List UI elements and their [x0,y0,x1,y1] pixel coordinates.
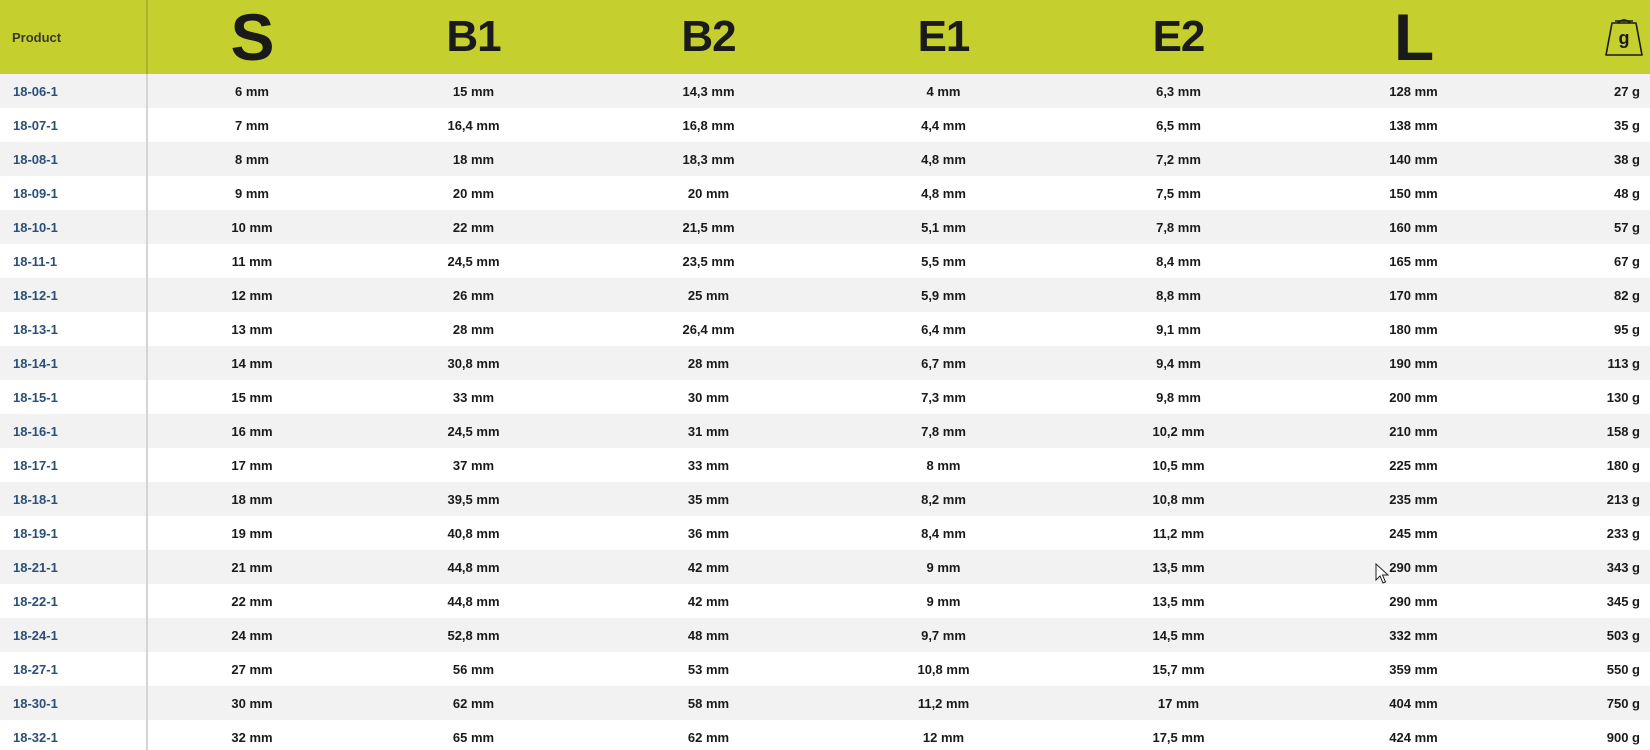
table-row[interactable] [0,278,1650,312]
cell-e2: 9,4 mm [1156,355,1201,371]
header-e2[interactable]: E2 [1152,12,1205,61]
cell-e2: 17 mm [1157,695,1200,711]
cell-b1: 44,8 mm [447,593,500,609]
cell-s: 11 mm [231,253,273,269]
cell-l: 150 mm [1389,185,1438,201]
cell-weight: 750 g [1606,695,1640,711]
cell-e2: 17,5 mm [1152,729,1205,745]
cell-b2: 18,3 mm [682,151,735,167]
cell-e1: 4,8 mm [921,185,966,201]
table-row[interactable] [0,584,1650,618]
cell-weight: 343 g [1606,559,1640,575]
cell-weight: 345 g [1606,593,1640,609]
cell-l: 180 mm [1389,321,1438,337]
cell-b2: 48 mm [687,627,730,643]
cell-s: 13 mm [231,321,273,337]
cell-e1: 4 mm [926,83,961,99]
cell-b2: 14,3 mm [682,83,735,99]
cell-e2: 15,7 mm [1152,661,1205,677]
cell-b2: 21,5 mm [682,219,735,235]
cell-b1: 24,5 mm [447,423,500,439]
cell-b2: 35 mm [687,491,730,507]
cell-b2: 62 mm [687,729,730,745]
cell-s: 18 mm [231,491,273,507]
cell-e1: 6,7 mm [921,355,966,371]
cell-s: 9 mm [235,185,269,201]
cell-s: 21 mm [231,559,273,575]
cell-e2: 7,8 mm [1156,219,1201,235]
table-row[interactable] [0,312,1650,346]
cell-e1: 10,8 mm [917,661,970,677]
cell-b1: 33 mm [452,389,495,405]
cell-b1: 28 mm [452,321,495,337]
weight-icon-label: g [1618,28,1630,48]
cell-b2: 58 mm [687,695,730,711]
table-row[interactable] [0,720,1650,750]
cell-product[interactable]: 18-17-1 [0,448,148,482]
cell-product[interactable]: 18-15-1 [0,380,148,414]
cell-b2: 16,8 mm [682,117,735,133]
cell-product[interactable]: 18-21-1 [0,550,148,584]
table-row[interactable] [0,686,1650,720]
cell-s: 14 mm [231,355,273,371]
cell-e2: 10,5 mm [1152,457,1205,473]
cell-weight: 48 g [1613,185,1640,201]
cell-weight: 503 g [1606,627,1640,643]
cell-weight: 57 g [1613,219,1640,235]
cell-b2: 25 mm [687,287,730,303]
cell-l: 332 mm [1389,627,1438,643]
table-row[interactable] [0,448,1650,482]
cell-l: 200 mm [1389,389,1438,405]
cell-weight: 35 g [1613,117,1640,133]
cell-e2: 9,8 mm [1156,389,1201,405]
cell-s: 7 mm [235,117,269,133]
cell-e1: 5,5 mm [921,253,966,269]
cell-weight: 67 g [1613,253,1640,269]
cell-e1: 11,2 mm [917,695,970,711]
cell-l: 245 mm [1389,525,1438,541]
cell-l: 190 mm [1389,355,1438,371]
table-row[interactable] [0,618,1650,652]
cell-product[interactable]: 18-27-1 [0,652,148,686]
header-product[interactable]: Product [0,0,148,74]
cell-s: 16 mm [231,423,273,439]
cell-e1: 5,1 mm [921,219,966,235]
cell-weight: 158 g [1606,423,1640,439]
cell-e2: 10,2 mm [1152,423,1205,439]
cell-e2: 6,5 mm [1156,117,1201,133]
header-l[interactable]: L [1393,0,1434,74]
cell-e2: 10,8 mm [1152,491,1205,507]
cell-e1: 6,4 mm [921,321,966,337]
cell-l: 225 mm [1389,457,1438,473]
cell-weight: 95 g [1613,321,1640,337]
cell-b2: 28 mm [687,355,730,371]
cell-b2: 30 mm [687,389,730,405]
table-row[interactable] [0,652,1650,686]
cell-l: 160 mm [1389,219,1438,235]
cell-l: 404 mm [1389,695,1438,711]
cell-product[interactable]: 18-16-1 [0,414,148,448]
cell-weight: 550 g [1606,661,1640,677]
cell-b2: 20 mm [687,185,730,201]
cell-b2: 23,5 mm [682,253,735,269]
table-row[interactable] [0,346,1650,380]
cell-e1: 9 mm [926,559,961,575]
cell-e2: 8,4 mm [1156,253,1201,269]
cell-b2: 33 mm [687,457,730,473]
cell-b2: 26,4 mm [682,321,735,337]
cell-e1: 8 mm [926,457,961,473]
table-row[interactable] [0,108,1650,142]
cell-b2: 31 mm [687,423,730,439]
cell-l: 359 mm [1389,661,1438,677]
cell-product[interactable]: 18-07-1 [0,108,148,142]
cell-b1: 15 mm [452,83,495,99]
cell-product[interactable]: 18-22-1 [0,584,148,618]
cell-product[interactable]: 18-08-1 [0,142,148,176]
cell-l: 290 mm [1389,559,1438,575]
cell-weight: 233 g [1606,525,1640,541]
table-row[interactable] [0,482,1650,516]
cell-l: 290 mm [1389,593,1438,609]
cell-product[interactable]: 18-06-1 [0,74,148,108]
table-body [0,74,1650,750]
cell-b2: 36 mm [687,525,730,541]
cell-e1: 5,9 mm [921,287,966,303]
cell-e2: 9,1 mm [1156,321,1201,337]
cell-l: 424 mm [1389,729,1438,745]
cell-e1: 12 mm [922,729,965,745]
cell-product[interactable]: 18-11-1 [0,244,148,278]
cell-l: 165 mm [1389,253,1438,269]
cell-b2: 42 mm [687,593,730,609]
table-row[interactable] [0,74,1650,108]
cell-weight: 113 g [1607,355,1640,371]
table-row[interactable] [0,550,1650,584]
cell-b1: 44,8 mm [447,559,500,575]
cell-s: 19 mm [231,525,273,541]
cell-e2: 7,5 mm [1156,185,1201,201]
cell-b2: 53 mm [687,661,730,677]
cell-product[interactable]: 18-32-1 [0,720,148,750]
cell-weight: 180 g [1606,457,1640,473]
cell-s: 32 mm [231,729,273,745]
table-row[interactable] [0,380,1650,414]
cell-e2: 7,2 mm [1156,151,1201,167]
table-row[interactable] [0,414,1650,448]
table-header [0,0,1650,74]
cell-b1: 40,8 mm [447,525,500,541]
cell-l: 140 mm [1389,151,1438,167]
cell-weight: 130 g [1606,389,1640,405]
cell-b1: 62 mm [452,695,495,711]
cell-product[interactable]: 18-14-1 [0,346,148,380]
table-row[interactable] [0,516,1650,550]
cell-b1: 52,8 mm [447,627,500,643]
cell-weight: 82 g [1613,287,1640,303]
cell-s: 22 mm [231,593,273,609]
cell-s: 17 mm [231,457,273,473]
cell-s: 30 mm [231,695,273,711]
header-b1[interactable]: B1 [446,12,501,61]
cell-e1: 4,8 mm [921,151,966,167]
cell-product[interactable]: 18-18-1 [0,482,148,516]
cell-b1: 56 mm [452,661,495,677]
cell-e1: 8,2 mm [921,491,966,507]
cell-s: 12 mm [231,287,273,303]
cell-s: 6 mm [235,83,269,99]
table-row[interactable] [0,244,1650,278]
cell-e2: 13,5 mm [1152,559,1205,575]
header-weight[interactable] [1531,0,1650,74]
header-b2[interactable]: B2 [681,12,736,61]
cell-e2: 13,5 mm [1152,593,1205,609]
cell-weight: 38 g [1613,151,1640,167]
cell-l: 235 mm [1389,491,1438,507]
cell-product[interactable]: 18-13-1 [0,312,148,346]
cell-l: 138 mm [1389,117,1438,133]
cell-e1: 8,4 mm [921,525,966,541]
cell-product[interactable]: 18-19-1 [0,516,148,550]
cell-b1: 26 mm [452,287,495,303]
cell-l: 210 mm [1389,423,1438,439]
cell-product[interactable]: 18-12-1 [0,278,148,312]
cell-s: 15 mm [231,389,273,405]
cell-weight: 27 g [1613,83,1640,99]
cell-b1: 16,4 mm [447,117,500,133]
table-row[interactable] [0,142,1650,176]
cell-product[interactable]: 18-24-1 [0,618,148,652]
cell-e1: 7,8 mm [921,423,966,439]
cell-product[interactable]: 18-30-1 [0,686,148,720]
cell-e2: 6,3 mm [1156,83,1201,99]
cell-s: 8 mm [235,151,269,167]
cell-b1: 20 mm [452,185,495,201]
cell-b2: 42 mm [687,559,730,575]
table-row[interactable] [0,210,1650,244]
cell-e2: 11,2 mm [1152,525,1205,541]
cell-s: 24 mm [231,627,273,643]
cell-b1: 18 mm [452,151,495,167]
cell-b1: 65 mm [452,729,495,745]
cell-b1: 37 mm [452,457,495,473]
cell-b1: 24,5 mm [447,253,500,269]
cell-l: 128 mm [1389,83,1438,99]
header-e1[interactable]: E1 [917,12,970,61]
cell-product[interactable]: 18-10-1 [0,210,148,244]
cell-e2: 14,5 mm [1152,627,1205,643]
cell-product[interactable]: 18-09-1 [0,176,148,210]
cell-b1: 39,5 mm [447,491,500,507]
table-row[interactable] [0,176,1650,210]
cell-b1: 30,8 mm [447,355,500,371]
weight-icon [1602,15,1646,59]
cell-e2: 8,8 mm [1156,287,1201,303]
cell-b1: 22 mm [452,219,495,235]
cell-e1: 4,4 mm [921,117,966,133]
cell-e1: 9 mm [926,593,961,609]
cell-s: 10 mm [231,219,273,235]
header-s[interactable]: S [230,0,274,74]
cell-s: 27 mm [231,661,273,677]
cell-weight: 213 g [1606,491,1640,507]
cell-e1: 9,7 mm [921,627,966,643]
cell-weight: 900 g [1606,729,1640,745]
cell-l: 170 mm [1389,287,1438,303]
cell-e1: 7,3 mm [921,389,966,405]
